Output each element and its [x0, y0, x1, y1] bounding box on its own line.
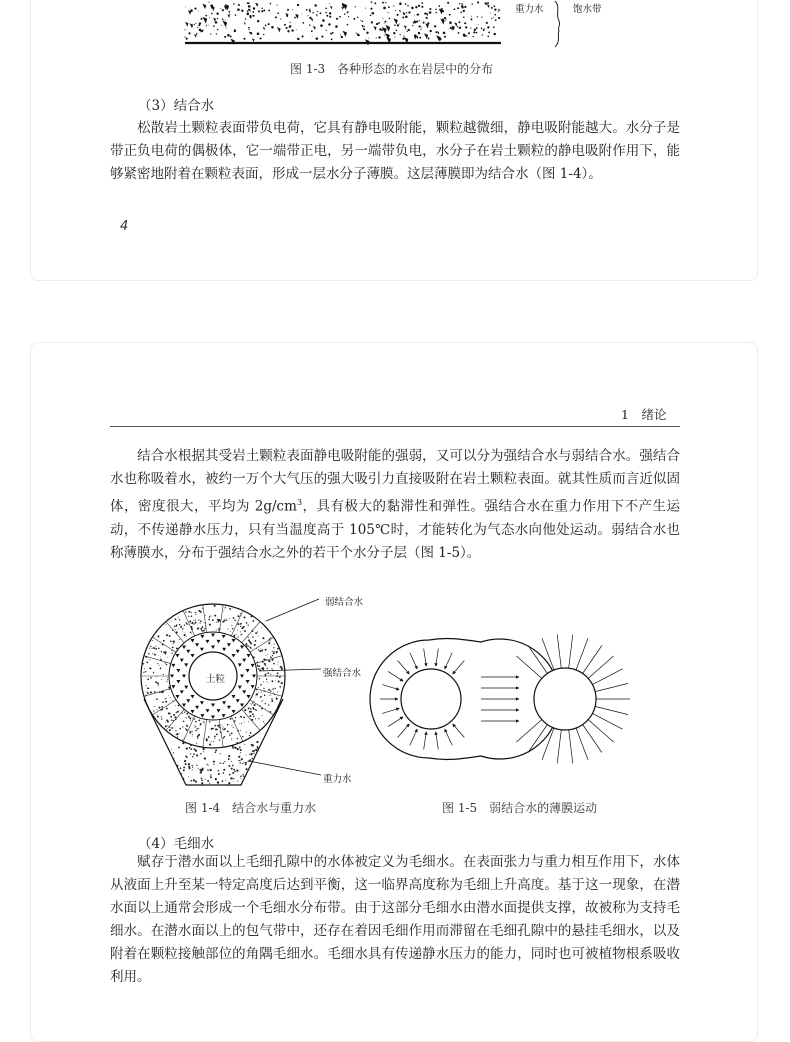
running-header: 1 绪论: [621, 407, 667, 422]
page-number: 4: [120, 219, 129, 234]
label-weak-bound-water: 弱结合水: [325, 597, 364, 608]
figure-1-4-caption: 图 1-4 结合水与重力水: [185, 801, 317, 815]
paragraph-capillary-water: 赋存于潜水面以上毛细孔隙中的水体被定义为毛细水。在表面张力与重力相互作用下，水体从液面上升至某一特定高度后达到平衡，这一临界高度称为毛细上升高度。基于这一现象，在潜水面以上通常会形成一个毛细水分布带。由于这部分毛细水由潜水面提供支撑，故被称为支持毛细水。在潜水面以上的包气带中，还存在着因毛细作用而滞留在毛细孔隙中的悬挂毛细水，以及附着在颗粒接触部位的角隅毛细水。毛细水具有传递静水压力的能力，同时也可被植物根系吸收利用。: [110, 854, 680, 985]
figure-1-3-caption: 图 1-3 各种形态的水在岩层中的分布: [290, 62, 494, 76]
page-1: [30, 0, 758, 281]
page-2: [30, 342, 758, 1042]
figure-1-3-rock-layer: [181, 1, 511, 47]
brace-icon: [553, 1, 567, 47]
paragraph-strong-weak-bound-water: [110, 445, 680, 565]
section-heading-bound-water: （3）结合水: [138, 98, 215, 114]
section-heading-capillary-water: （4）毛细水: [138, 836, 215, 852]
film-outline: [370, 639, 560, 760]
superscript-3: 3: [296, 498, 303, 507]
label-strong-bound-water: 强结合水: [323, 668, 362, 679]
label-gravity-water: 重力水: [323, 774, 352, 785]
label-saturated-zone: 饱水带: [573, 4, 602, 15]
particle-right: [534, 668, 596, 730]
paragraph-bound-water: 松散岩土颗粒表面带负电荷，它具有静电吸附能，颗粒越微细，静电吸附能越大。水分子是带正负电荷的偶极体，它一端带正电，另一端带负电，水分子在岩土颗粒的静电吸附作用下，能够紧密地附着在颗粒表面，形成一层水分子薄膜。这层薄膜即为结合水（图 1-4）。: [110, 120, 680, 182]
figure-1-4-bound-water-diagram: [131, 591, 364, 791]
label-gravity-water: 重力水: [515, 4, 544, 15]
figure-1-5-caption: 图 1-5 弱结合水的薄膜运动: [442, 801, 598, 815]
figure-1-5-film-movement-diagram: [389, 611, 657, 787]
label-soil-particle: 土粒: [206, 674, 226, 685]
header-rule: [110, 426, 680, 427]
paragraph-part1: 结合水根据其受岩土颗粒表面静电吸附能的强弱，又可以分为强结合水与弱结合水。强结合水也称吸着水，被约一万个大气压的强大吸引力直接吸附在岩土颗粒表面。就其性质而言近似固体，密度很大，平均为 2g/cm: [110, 448, 680, 515]
particle-left: [401, 669, 461, 729]
paragraph-part2: ，具有极大的黏滞性和弹性。强结合水在重力作用下不产生运动，不传递静水压力，只有当温度高于 105℃时，才能转化为气态水向他处运动。弱结合水也称薄膜水，分布于强结合水之外的若干个水分子层（图 1-5）。: [110, 498, 681, 561]
